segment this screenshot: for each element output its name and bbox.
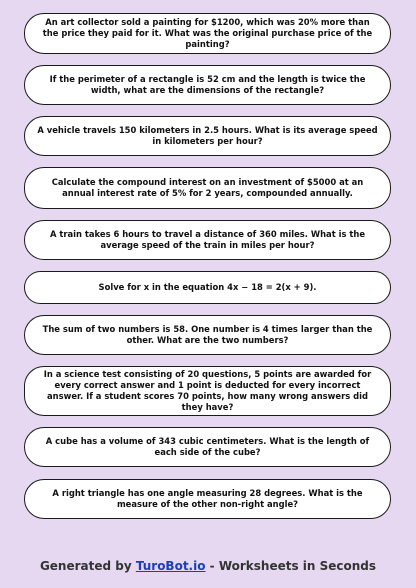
question-card-7 [24,315,391,355]
question-text: A vehicle travels 150 kilometers in 2.5 hours. What is its average speed in kilometers per hour? [37,125,378,146]
question-card-5 [24,220,391,260]
footer [0,559,416,573]
question-card-2 [24,65,391,105]
question-text: A train takes 6 hours to travel a distance of 360 miles. What is the average speed of the train in miles per hour? [49,229,366,250]
question-text: In a science test consisting of 20 questions, 5 points are awarded for every correct answer and 1 point is deducted for every incorrect answer. If a student scores 70 points, how many wrong answers did they have? [43,369,372,412]
question-card-10 [24,479,391,519]
question-card-9 [24,427,391,467]
footer-prefix: Generated by [39,559,136,573]
question-text: If the perimeter of a rectangle is 52 cm and the length is twice the width, what are the dimensions of the rectangle? [49,74,366,95]
question-text: Calculate the compound interest on an investment of $5000 at an annual interest rate of 5% for 2 years, compounded annually. [51,177,364,198]
question-text: The sum of two numbers is 58. One number is 4 times larger than the other. What are the two numbers? [42,324,373,345]
question-card-1 [24,13,391,54]
question-text: A right triangle has one angle measuring 28 degrees. What is the measure of the other non-right angle? [52,488,363,509]
question-text: An art collector sold a painting for $1200, which was 20% more than the price they paid for it. What was the original purchase price of the painting? [42,17,373,49]
question-card-4 [24,167,391,209]
question-text: A cube has a volume of 343 cubic centimeters. What is the length of each side of the cube? [45,436,370,457]
question-card-8 [24,366,391,416]
question-text: Solve for x in the equation 4x − 18 = 2(x + 9). [98,282,317,293]
question-card-6 [24,271,391,304]
question-card-3 [24,116,391,156]
turobot-link[interactable]: TuroBot.io [135,559,206,573]
footer-suffix: - Worksheets in Seconds [205,559,377,573]
